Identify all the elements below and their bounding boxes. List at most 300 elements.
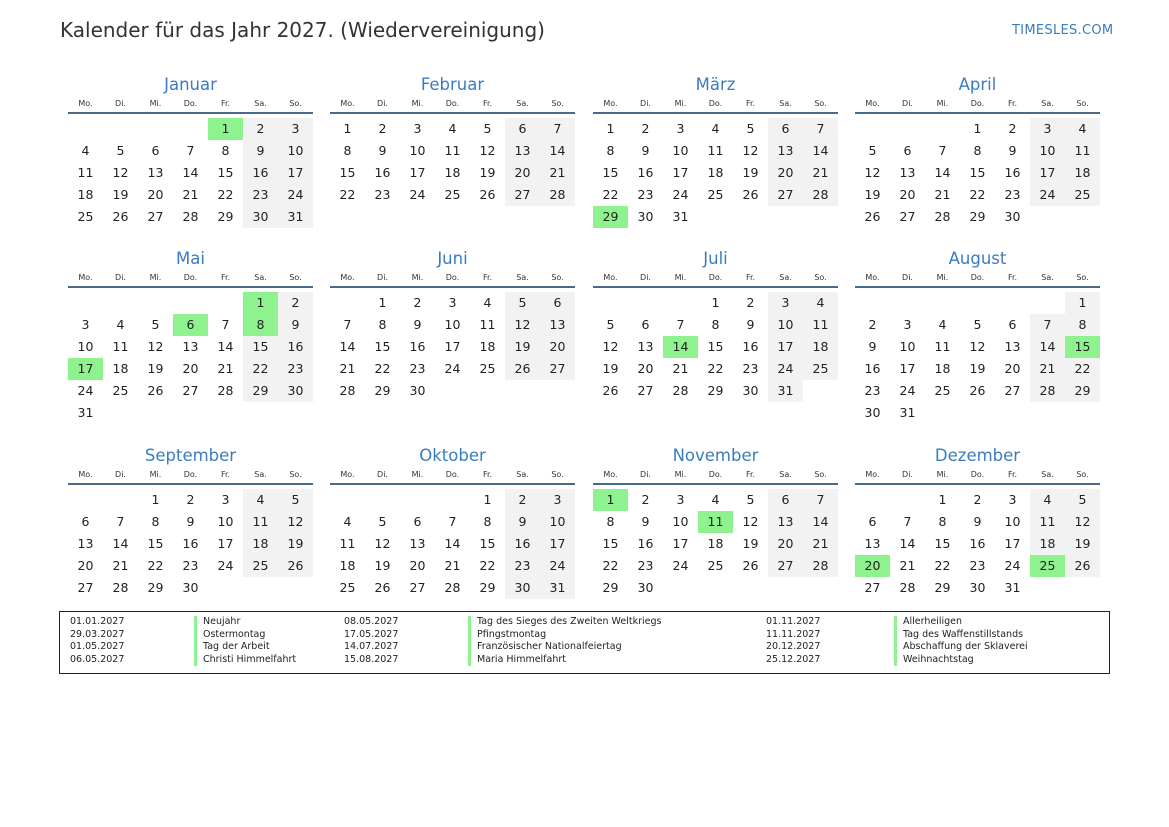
day-cell: 30 bbox=[969, 580, 986, 595]
day-cell: 28 bbox=[444, 580, 461, 595]
day-cell: 9 bbox=[505, 511, 540, 533]
day-cell: 16 bbox=[742, 339, 759, 354]
day-cell: 23 bbox=[637, 187, 654, 202]
day-cell: 12 bbox=[742, 514, 759, 529]
day-cell: 25 bbox=[934, 383, 951, 398]
day-cell: 19 bbox=[742, 165, 759, 180]
day-cell: 17 bbox=[1030, 162, 1065, 184]
day-cell: 28 bbox=[112, 580, 129, 595]
holiday-name: Allerheiligen bbox=[894, 616, 962, 629]
day-cell: 5 bbox=[483, 121, 492, 136]
day-cell: 24 bbox=[1004, 558, 1021, 573]
day-cell: 4 bbox=[711, 492, 720, 507]
day-cell: 26 bbox=[742, 187, 759, 202]
day-cell: 21 bbox=[899, 558, 916, 573]
month-block bbox=[68, 248, 313, 420]
month-name: November bbox=[672, 446, 759, 465]
day-cell: 29 bbox=[602, 580, 619, 595]
weekday-label: Sa. bbox=[516, 470, 529, 479]
weekday-label: Do. bbox=[183, 470, 198, 479]
day-cell: 21 bbox=[339, 361, 356, 376]
day-cell: 14 bbox=[217, 339, 234, 354]
day-cell: 26 bbox=[147, 383, 164, 398]
day-cell: 29 bbox=[707, 383, 724, 398]
weekday-header bbox=[855, 469, 1100, 485]
weekday-label: Fr. bbox=[1007, 470, 1018, 479]
weekday-label: Fr. bbox=[482, 99, 493, 108]
day-cell: 8 bbox=[343, 143, 352, 158]
holiday-day-cell: 6 bbox=[173, 314, 208, 336]
day-cell: 17 bbox=[217, 536, 234, 551]
day-cell: 25 bbox=[339, 580, 356, 595]
day-cell: 13 bbox=[505, 140, 540, 162]
day-cell: 14 bbox=[899, 536, 916, 551]
day-cell: 10 bbox=[672, 143, 689, 158]
day-cell: 18 bbox=[479, 339, 496, 354]
day-cell: 29 bbox=[969, 209, 986, 224]
weekday-label: So. bbox=[814, 99, 827, 108]
month-name: Oktober bbox=[419, 446, 486, 465]
weekday-label: Di. bbox=[115, 470, 126, 479]
holiday-name: Tag des Waffenstillstands bbox=[894, 629, 1023, 642]
day-cell: 11 bbox=[243, 511, 278, 533]
day-cell: 2 bbox=[243, 118, 278, 140]
day-cell: 15 bbox=[602, 536, 619, 551]
day-cell: 28 bbox=[182, 209, 199, 224]
day-cell: 16 bbox=[374, 165, 391, 180]
day-cell: 10 bbox=[217, 514, 234, 529]
day-cell: 8 bbox=[378, 317, 387, 332]
day-cell: 22 bbox=[339, 187, 356, 202]
weekday-label: Fr. bbox=[220, 273, 231, 282]
day-cell: 3 bbox=[676, 492, 685, 507]
day-cell: 6 bbox=[641, 317, 650, 332]
day-cell: 20 bbox=[768, 162, 803, 184]
day-cell: 19 bbox=[602, 361, 619, 376]
weekday-label: Mo. bbox=[340, 99, 355, 108]
day-cell: 26 bbox=[1065, 555, 1100, 577]
day-cell: 5 bbox=[868, 143, 877, 158]
day-cell: 29 bbox=[147, 580, 164, 595]
weekday-label: Mi. bbox=[149, 99, 162, 108]
day-cell: 8 bbox=[1065, 314, 1100, 336]
holiday-name: Christi Himmelfahrt bbox=[194, 654, 296, 667]
day-cell: 28 bbox=[1030, 380, 1065, 402]
day-cell: 13 bbox=[409, 536, 426, 551]
day-cell: 19 bbox=[147, 361, 164, 376]
holiday-date: 01.05.2027 bbox=[70, 641, 125, 652]
day-cell: 26 bbox=[479, 187, 496, 202]
weekday-label: Sa. bbox=[516, 99, 529, 108]
weekday-label: Do. bbox=[183, 273, 198, 282]
day-cell: 27 bbox=[1004, 383, 1021, 398]
day-cell: 26 bbox=[374, 580, 391, 595]
day-cell: 19 bbox=[864, 187, 881, 202]
day-cell: 10 bbox=[672, 514, 689, 529]
day-cell: 12 bbox=[374, 536, 391, 551]
day-cell: 27 bbox=[147, 209, 164, 224]
weekday-header bbox=[330, 272, 575, 288]
day-cell: 30 bbox=[278, 380, 313, 402]
day-cell: 14 bbox=[803, 140, 838, 162]
weekday-label: Sa. bbox=[516, 273, 529, 282]
holiday-day-cell: 8 bbox=[243, 314, 278, 336]
day-cell: 10 bbox=[1030, 140, 1065, 162]
day-cell: 7 bbox=[803, 489, 838, 511]
day-cell: 1 bbox=[711, 295, 720, 310]
holiday-date: 20.12.2027 bbox=[766, 641, 821, 652]
day-cell: 15 bbox=[339, 165, 356, 180]
day-cell: 13 bbox=[147, 165, 164, 180]
weekday-label: Sa. bbox=[1041, 273, 1054, 282]
weekday-label: Mi. bbox=[674, 273, 687, 282]
day-cell: 11 bbox=[707, 143, 724, 158]
day-cell: 4 bbox=[938, 317, 947, 332]
day-cell: 3 bbox=[676, 121, 685, 136]
day-cell: 3 bbox=[413, 121, 422, 136]
weekday-label: Mi. bbox=[936, 99, 949, 108]
day-cell: 13 bbox=[182, 339, 199, 354]
day-cell: 5 bbox=[151, 317, 160, 332]
weekday-label: So. bbox=[551, 470, 564, 479]
day-cell: 12 bbox=[969, 339, 986, 354]
weekday-label: Sa. bbox=[1041, 470, 1054, 479]
day-cell: 9 bbox=[186, 514, 195, 529]
day-cell: 18 bbox=[1030, 533, 1065, 555]
day-cell: 23 bbox=[243, 184, 278, 206]
day-cell: 5 bbox=[278, 489, 313, 511]
day-cell: 28 bbox=[217, 383, 234, 398]
day-cell: 8 bbox=[711, 317, 720, 332]
day-cell: 5 bbox=[746, 492, 755, 507]
day-cell: 6 bbox=[505, 118, 540, 140]
holiday-name: Maria Himmelfahrt bbox=[468, 654, 566, 667]
holiday-date: 17.05.2027 bbox=[344, 628, 399, 640]
weekday-label: So. bbox=[551, 273, 564, 282]
day-cell: 15 bbox=[147, 536, 164, 551]
day-cell: 2 bbox=[186, 492, 195, 507]
day-cell: 21 bbox=[540, 162, 575, 184]
day-cell: 7 bbox=[343, 317, 352, 332]
day-cell: 4 bbox=[1065, 118, 1100, 140]
day-cell: 14 bbox=[112, 536, 129, 551]
day-cell: 11 bbox=[1030, 511, 1065, 533]
holiday-list bbox=[59, 611, 1110, 674]
weekday-label: Mi. bbox=[936, 273, 949, 282]
month-block bbox=[593, 74, 838, 224]
weekday-label: Mi. bbox=[936, 470, 949, 479]
weekday-label: Mo. bbox=[78, 99, 93, 108]
month-name: Februar bbox=[420, 75, 485, 94]
weekday-label: Mi. bbox=[411, 273, 424, 282]
weekday-label: Mi. bbox=[674, 470, 687, 479]
day-cell: 26 bbox=[969, 383, 986, 398]
day-cell: 4 bbox=[1030, 489, 1065, 511]
day-cell: 1 bbox=[151, 492, 160, 507]
day-cell: 9 bbox=[278, 314, 313, 336]
day-cell: 21 bbox=[217, 361, 234, 376]
day-cell: 27 bbox=[409, 580, 426, 595]
day-cell: 2 bbox=[868, 317, 877, 332]
day-cell: 27 bbox=[899, 209, 916, 224]
weekday-label: Do. bbox=[970, 470, 985, 479]
weekday-label: Mo. bbox=[340, 273, 355, 282]
weekday-label: Di. bbox=[902, 99, 913, 108]
day-cell: 2 bbox=[505, 489, 540, 511]
weekday-label: Mo. bbox=[865, 470, 880, 479]
day-cell: 2 bbox=[746, 295, 755, 310]
weekday-label: Fr. bbox=[745, 99, 756, 108]
day-cell: 3 bbox=[1008, 492, 1017, 507]
day-cell: 7 bbox=[116, 514, 125, 529]
day-cell: 31 bbox=[278, 206, 313, 228]
day-cell: 6 bbox=[768, 489, 803, 511]
day-cell: 17 bbox=[444, 339, 461, 354]
weekday-label: Sa. bbox=[779, 99, 792, 108]
weekday-label: Di. bbox=[640, 99, 651, 108]
day-cell: 29 bbox=[1065, 380, 1100, 402]
day-cell: 25 bbox=[77, 209, 94, 224]
weekday-label: Mo. bbox=[603, 273, 618, 282]
day-cell: 5 bbox=[505, 292, 540, 314]
day-cell: 19 bbox=[505, 336, 540, 358]
day-cell: 2 bbox=[378, 121, 387, 136]
holiday-name: Neujahr bbox=[194, 616, 240, 629]
day-cell: 14 bbox=[182, 165, 199, 180]
day-cell: 17 bbox=[768, 336, 803, 358]
weekday-header bbox=[68, 98, 313, 114]
month-block bbox=[330, 74, 575, 202]
day-cell: 23 bbox=[278, 358, 313, 380]
weekday-label: Di. bbox=[640, 470, 651, 479]
day-cell: 1 bbox=[343, 121, 352, 136]
weekday-label: Sa. bbox=[779, 273, 792, 282]
day-cell: 17 bbox=[672, 165, 689, 180]
month-name: Juni bbox=[437, 249, 468, 268]
month-name: Dezember bbox=[934, 446, 1021, 465]
weekday-label: Fr. bbox=[482, 273, 493, 282]
weekday-label: Di. bbox=[902, 470, 913, 479]
day-cell: 14 bbox=[540, 140, 575, 162]
weekday-label: Do. bbox=[970, 99, 985, 108]
day-cell: 18 bbox=[112, 361, 129, 376]
weekday-label: So. bbox=[1076, 273, 1089, 282]
day-cell: 19 bbox=[374, 558, 391, 573]
holiday-date: 01.11.2027 bbox=[766, 616, 821, 627]
day-cell: 20 bbox=[899, 187, 916, 202]
day-cell: 23 bbox=[409, 361, 426, 376]
weekday-label: Sa. bbox=[254, 470, 267, 479]
holiday-day-cell: 1 bbox=[208, 118, 243, 140]
weekday-label: Fr. bbox=[745, 273, 756, 282]
day-cell: 4 bbox=[483, 295, 492, 310]
weekday-label: Sa. bbox=[1041, 99, 1054, 108]
weekday-label: Do. bbox=[708, 470, 723, 479]
day-cell: 13 bbox=[1004, 339, 1021, 354]
day-cell: 27 bbox=[768, 184, 803, 206]
holiday-name: Französischer Nationalfeiertag bbox=[468, 641, 622, 654]
day-cell: 2 bbox=[1008, 121, 1017, 136]
holiday-date: 06.05.2027 bbox=[70, 653, 125, 665]
day-cell: 4 bbox=[803, 292, 838, 314]
day-cell: 10 bbox=[1004, 514, 1021, 529]
day-cell: 12 bbox=[742, 143, 759, 158]
day-cell: 9 bbox=[378, 143, 387, 158]
weekday-label: Fr. bbox=[745, 470, 756, 479]
day-cell: 22 bbox=[707, 361, 724, 376]
day-cell: 27 bbox=[77, 580, 94, 595]
day-cell: 8 bbox=[938, 514, 947, 529]
weekday-label: Mo. bbox=[865, 99, 880, 108]
day-cell: 7 bbox=[448, 514, 457, 529]
day-cell: 25 bbox=[444, 187, 461, 202]
day-cell: 21 bbox=[182, 187, 199, 202]
weekday-label: Do. bbox=[445, 470, 460, 479]
day-cell: 2 bbox=[973, 492, 982, 507]
day-cell: 31 bbox=[768, 380, 803, 402]
weekday-label: Do. bbox=[445, 273, 460, 282]
day-cell: 3 bbox=[903, 317, 912, 332]
day-cell: 19 bbox=[1065, 533, 1100, 555]
day-cell: 1 bbox=[378, 295, 387, 310]
day-cell: 16 bbox=[637, 536, 654, 551]
day-cell: 19 bbox=[112, 187, 129, 202]
day-cell: 15 bbox=[602, 165, 619, 180]
day-cell: 26 bbox=[278, 555, 313, 577]
holiday-day-cell: 25 bbox=[1030, 555, 1065, 577]
day-cell: 21 bbox=[803, 533, 838, 555]
day-cell: 10 bbox=[540, 511, 575, 533]
day-cell: 23 bbox=[505, 555, 540, 577]
weekday-label: Di. bbox=[377, 99, 388, 108]
day-cell: 20 bbox=[182, 361, 199, 376]
day-cell: 17 bbox=[899, 361, 916, 376]
day-cell: 4 bbox=[711, 121, 720, 136]
day-cell: 29 bbox=[479, 580, 496, 595]
day-cell: 22 bbox=[602, 187, 619, 202]
day-cell: 27 bbox=[637, 383, 654, 398]
month-name: Januar bbox=[164, 75, 217, 94]
day-cell: 11 bbox=[803, 314, 838, 336]
day-cell: 18 bbox=[444, 165, 461, 180]
day-cell: 29 bbox=[243, 380, 278, 402]
day-cell: 16 bbox=[969, 536, 986, 551]
day-cell: 27 bbox=[182, 383, 199, 398]
day-cell: 30 bbox=[409, 383, 426, 398]
day-cell: 6 bbox=[540, 292, 575, 314]
day-cell: 6 bbox=[151, 143, 160, 158]
day-cell: 2 bbox=[413, 295, 422, 310]
holiday-date: 29.03.2027 bbox=[70, 628, 125, 640]
day-cell: 6 bbox=[903, 143, 912, 158]
day-cell: 17 bbox=[672, 536, 689, 551]
day-cell: 18 bbox=[803, 336, 838, 358]
day-cell: 3 bbox=[81, 317, 90, 332]
month-name: Mai bbox=[176, 249, 205, 268]
day-cell: 2 bbox=[278, 292, 313, 314]
holiday-date: 25.12.2027 bbox=[766, 653, 821, 665]
day-cell: 31 bbox=[1004, 580, 1021, 595]
day-cell: 18 bbox=[707, 536, 724, 551]
weekday-label: Fr. bbox=[1007, 273, 1018, 282]
day-cell: 7 bbox=[540, 118, 575, 140]
day-cell: 22 bbox=[969, 187, 986, 202]
holiday-day-cell: 14 bbox=[663, 336, 698, 358]
day-cell: 14 bbox=[803, 511, 838, 533]
day-cell: 22 bbox=[217, 187, 234, 202]
day-cell: 9 bbox=[746, 317, 755, 332]
holiday-name: Weihnachtstag bbox=[894, 654, 974, 667]
holiday-date: 11.11.2027 bbox=[766, 628, 821, 640]
day-cell: 30 bbox=[1004, 209, 1021, 224]
weekday-label: Di. bbox=[377, 470, 388, 479]
day-cell: 23 bbox=[969, 558, 986, 573]
month-block bbox=[330, 248, 575, 398]
day-cell: 24 bbox=[768, 358, 803, 380]
day-cell: 1 bbox=[1065, 292, 1100, 314]
day-cell: 5 bbox=[606, 317, 615, 332]
day-cell: 5 bbox=[973, 317, 982, 332]
day-cell: 10 bbox=[77, 339, 94, 354]
day-cell: 23 bbox=[864, 383, 881, 398]
day-cell: 20 bbox=[1004, 361, 1021, 376]
day-cell: 18 bbox=[707, 165, 724, 180]
day-cell: 31 bbox=[672, 209, 689, 224]
day-cell: 20 bbox=[637, 361, 654, 376]
holiday-day-cell: 1 bbox=[243, 292, 278, 314]
day-cell: 9 bbox=[1008, 143, 1017, 158]
day-cell: 7 bbox=[221, 317, 230, 332]
day-cell: 20 bbox=[77, 558, 94, 573]
day-cell: 5 bbox=[378, 514, 387, 529]
day-cell: 12 bbox=[1065, 511, 1100, 533]
day-cell: 9 bbox=[973, 514, 982, 529]
site-link[interactable]: TIMESLES.COM bbox=[1012, 23, 1114, 38]
day-cell: 11 bbox=[1065, 140, 1100, 162]
holiday-name: Ostermontag bbox=[194, 629, 265, 642]
day-cell: 6 bbox=[868, 514, 877, 529]
day-cell: 21 bbox=[672, 361, 689, 376]
day-cell: 7 bbox=[186, 143, 195, 158]
weekday-label: Mi. bbox=[411, 99, 424, 108]
day-cell: 5 bbox=[1065, 489, 1100, 511]
day-cell: 14 bbox=[444, 536, 461, 551]
weekday-label: Mi. bbox=[411, 470, 424, 479]
day-cell: 4 bbox=[243, 489, 278, 511]
weekday-label: So. bbox=[551, 99, 564, 108]
day-cell: 25 bbox=[707, 187, 724, 202]
day-cell: 30 bbox=[505, 577, 540, 599]
month-name: September bbox=[144, 446, 237, 465]
weekday-label: Di. bbox=[640, 273, 651, 282]
day-cell: 16 bbox=[243, 162, 278, 184]
day-cell: 28 bbox=[803, 184, 838, 206]
day-cell: 24 bbox=[278, 184, 313, 206]
weekday-label: Fr. bbox=[482, 470, 493, 479]
day-cell: 17 bbox=[278, 162, 313, 184]
day-cell: 8 bbox=[973, 143, 982, 158]
day-cell: 9 bbox=[641, 514, 650, 529]
day-cell: 10 bbox=[899, 339, 916, 354]
day-cell: 19 bbox=[278, 533, 313, 555]
day-cell: 6 bbox=[81, 514, 90, 529]
day-cell: 1 bbox=[938, 492, 947, 507]
day-cell: 11 bbox=[339, 536, 356, 551]
day-cell: 21 bbox=[803, 162, 838, 184]
day-cell: 7 bbox=[903, 514, 912, 529]
day-cell: 25 bbox=[803, 358, 838, 380]
day-cell: 8 bbox=[483, 514, 492, 529]
